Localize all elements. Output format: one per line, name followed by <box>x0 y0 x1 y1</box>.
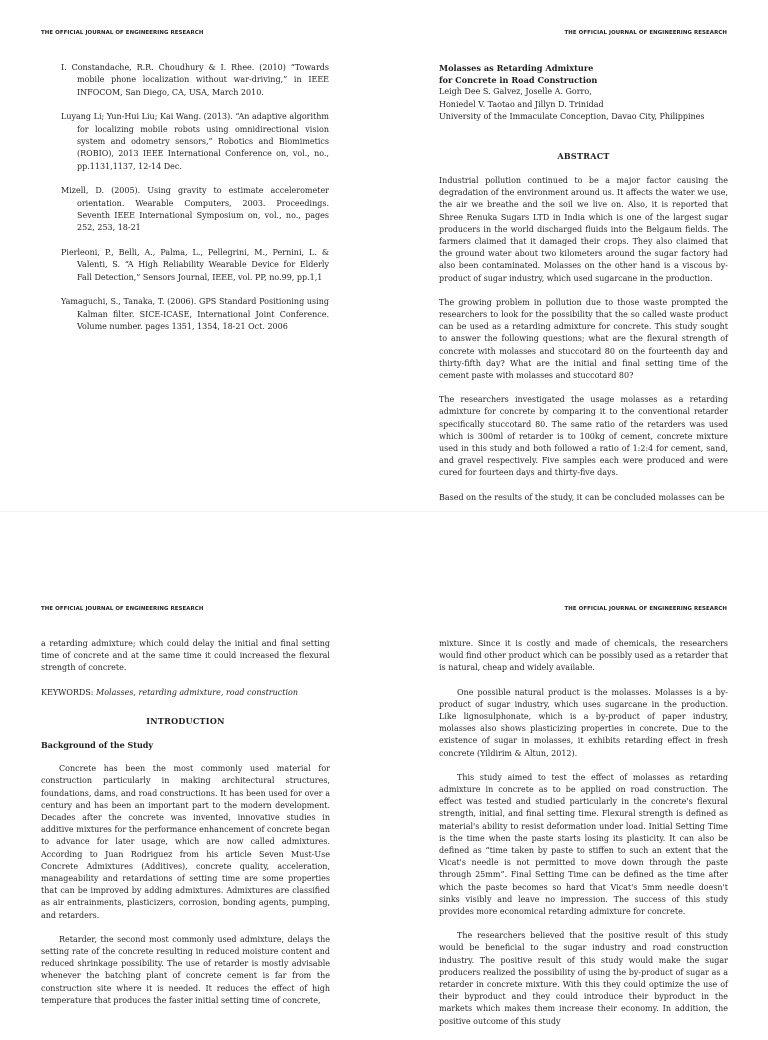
authors-line-1: Leigh Dee S. Galvez, Joselle A. Gorro, <box>439 87 592 97</box>
body-paragraph: mixture. Since it is costly and made of chemicals, the researchers would find other product which can be possibly used as a retarder that is natural, cheap and widely available. <box>439 639 728 673</box>
abstract-heading: ABSTRACT <box>557 151 610 161</box>
running-head-right: THE OFFICIAL JOURNAL OF ENGINEERING RESEARCH <box>564 606 727 612</box>
running-head-right: THE OFFICIAL JOURNAL OF ENGINEERING RESEARCH <box>564 30 727 36</box>
reference-item: I. Constandache, R.R. Choudhury & I. Rhee. (2010) “Towards mobile phone localization without war-driving,” in IEEE INFOCOM, San Diego, CA, USA, March 2010. <box>61 63 329 97</box>
body-paragraph: Concrete has been the most commonly used material for construction particularly in making architectural structures, foundations, dams, and road constructions. It has been used for over a century and has been an important part to the modern development. Decades after the concrete was invented, innovative studies in additive mixtures for the performance enhancement of concrete began to advance for later usage, which are now called admixtures. According to Juan Rodriguez from his article Seven Must-Use Concrete Admixtures (Additives), concrete quality, acceleration, manageability and retardations of setting time are some properties that can be improved by adding admixtures. Admixtures are classified as air entrainments, plasticizers, corrosion, bonding agents, pumping, and retarders. <box>41 764 330 920</box>
authors-line-2: Honiedel V. Taotao and Jillyn D. Trinidad <box>439 99 604 109</box>
running-head-left: THE OFFICIAL JOURNAL OF ENGINEERING RESEARCH <box>41 606 204 612</box>
abstract-paragraph: The growing problem in pollution due to those waste prompted the researchers to look for the possibility that the so called waste product can be used as a retarding admixture for concrete. This study sought to answer the following questions; what are the flexural strength of concrete with molasses and stuccotard 80 on the fourteenth day and thirty-fifth day? What are the initial and final setting time of the cement paste with molasses and stuccotard 80? <box>439 297 728 381</box>
keywords-label: KEYWORDS: <box>41 687 94 697</box>
article-title-line-2: for Concrete in Road Construction <box>439 75 598 86</box>
article-title-line-1: Molasses as Retarding Admixture <box>439 63 594 73</box>
abstract-paragraph: Industrial pollution continued to be a major factor causing the degradation of the environment around us. It affects the water we use, the air we breathe and the soil we live on. Also, it is reported that Shree Renuka Sugars LTD in India which is one of the largest sugar producers in the world discharged fluids into the Belgaum fields. The farmers claimed that it damaged their crops. They also claimed that the ground water about two kilometers around the sugar factory had also been contaminated. Molasses on the other hand is a viscous by-product of sugar industry, which used sugarcane in the production. <box>439 176 728 283</box>
body-paragraph: One possible natural product is the molasses. Molasses is a by-product of sugar industry, which uses sugarcane in the production. Like lignosulphonate, which is a by-product of paper industry, molasses also shows plasticizing properties in concrete. Due to the existence of sugar in molasses, it exhibits retarding effect in fresh concrete (Yildirim & Altun, 2012). <box>439 687 728 758</box>
abstract-paragraph: The researchers investigated the usage molasses as a retarding admixture for concrete by comparing it to the conventional retarder specifically stuccotard 80. The same ratio of the retarders was used which is 300ml of retarder is to 100kg of cement, concrete mixture used in this study and both followed a ratio of 1:2:4 for cement, sand, and gravel respectively. Five samples each were produced and were cured for fourteen days and thirty-five days. <box>439 395 728 478</box>
running-head-left: THE OFFICIAL JOURNAL OF ENGINEERING RESEARCH <box>41 30 204 36</box>
article-header <box>439 62 728 123</box>
body-paragraph: Retarder, the second most commonly used admixture, delays the setting rate of the concrete resulting in reduced moisture content and reduced shrinkage possibility. The use of retarder is mostly advisable whenever the batching plant of concrete cement is far from the construction site where it is needed. It reduces the effect of high temperature that produces the faster initial setting time of concrete, <box>41 934 330 1005</box>
bottom-spread <box>0 512 768 1024</box>
abstract-continuation: a retarding admixture; which could delay the initial and final setting time of concrete and at the same time it could increased the flexural strength of concrete. <box>41 639 330 673</box>
keywords-text: Molasses, retarding admixture, road construction <box>96 687 298 697</box>
introduction-heading: INTRODUCTION <box>146 715 225 726</box>
background-heading: Background of the Study <box>41 740 153 751</box>
top-spread <box>0 0 768 512</box>
page14-column <box>41 638 330 1019</box>
keywords-line <box>41 687 330 699</box>
reference-item: Luyang Li; Yun-Hui Liu; Kai Wang. (2013). “An adaptive algorithm for localizing mobile robots using omnidirectional vision system and odometry sensors,” Robotics and Biomimetics (ROBIO), 2013 IEEE International Conference on, vol., no., pp.1131,1137, 12-14 Dec. <box>61 112 329 171</box>
body-paragraph: The researchers believed that the positive result of this study would be beneficial to the sugar industry and road construction industry. The positive result of this study would make the sugar producers realized the possibility of using the by-product of sugar as a retarder in concrete mixture. With this they could optimize the use of their byproduct and they could introduce their byproduct in the markets which makes them increase their economy. In addition, the positive outcome of this study <box>439 931 728 1026</box>
reference-item: Yamaguchi, S., Tanaka, T. (2006). GPS Standard Positioning using Kalman filter. SICE-ICASE, International Joint Conference. Volume number. pages 1351, 1354, 18-21 Oct. 2006 <box>61 297 329 332</box>
abstract-paragraph: Based on the results of the study, it can be concluded molasses can be <box>439 492 725 502</box>
reference-item: Mizell, D. (2005). Using gravity to estimate accelerometer orientation. Wearable Computers, 2003. Proceedings. Seventh IEEE International Symposium on, vol., no., pages 252, 253, 18-21 <box>61 186 329 233</box>
reference-list <box>61 62 329 346</box>
abstract-body <box>439 175 728 516</box>
reference-item: Pierleoni, P., Belli, A., Palma, L., Pellegrini, M., Pernini, L. & Valenti, S. “A High Reliability Wearable Device for Elderly Fall Detection,” Sensors Journal, IEEE, vol. PP, no.99, pp.1,1 <box>61 248 329 282</box>
affiliation: University of the Immaculate Conception, Davao City, Philippines <box>439 111 705 121</box>
page15-column <box>439 638 728 1040</box>
body-paragraph: This study aimed to test the effect of molasses as retarding admixture in concrete as to be applied on road construction. The effect was tested and studied particularly in the concrete's flexural strength, initial, and final setting time. Flexural strength is defined as material's ability to resist deformation under load. Initial Setting Time is the time when the paste starts losing its plasticity. It can also be defined as “time taken by paste to stiffen to such an extent that the Vicat's needle is not permitted to move down through the paste through 25mm”. Final Setting Time can be defined as the time after which the paste becomes so hard that Vicat's 5mm needle doesn't sinks visibly and leave no impression. The success of this study provides more economical retarding admixture for concrete. <box>439 772 728 917</box>
